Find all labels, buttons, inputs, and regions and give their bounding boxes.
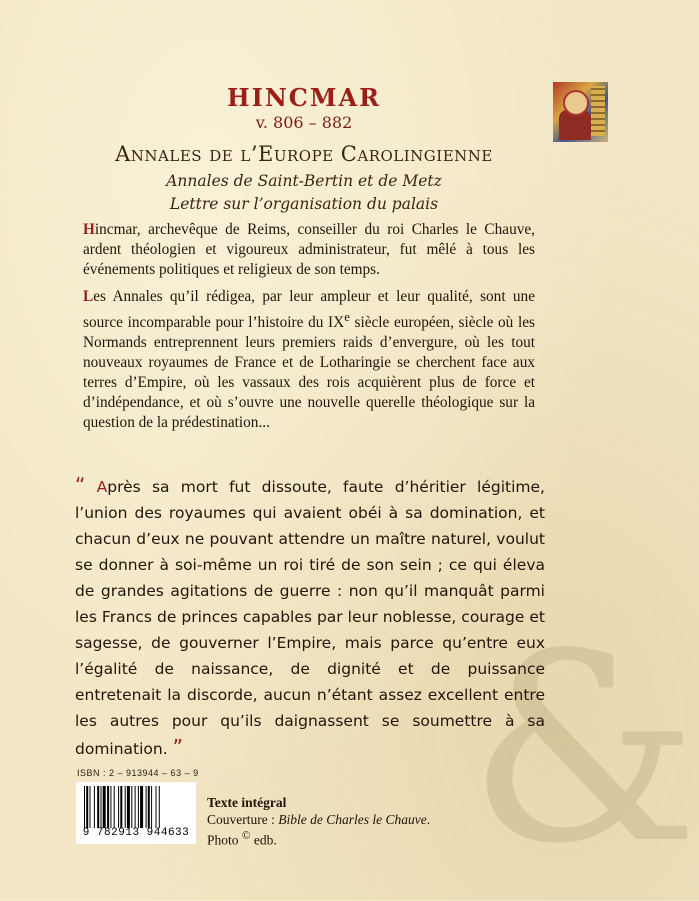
barcode-bar (118, 786, 119, 828)
photo-credit: Photo © edb. (207, 830, 277, 848)
paragraph-text: es Annales qu’il rédigea, par leur ampleur et leur qualité, sont une source incomparable pour l’histoire du IX (83, 288, 535, 332)
barcode-bar (84, 786, 85, 828)
barcode-bar (131, 786, 132, 828)
superscript: e (344, 310, 350, 324)
book-subtitle: Annales de l’Europe Carolingienne (115, 142, 493, 166)
quotation (75, 472, 545, 762)
barcode-bar (127, 786, 130, 828)
barcode-bar (86, 786, 88, 828)
barcode-bar (148, 786, 150, 828)
barcode-bar (159, 786, 160, 828)
barcode-bar (151, 786, 152, 828)
barcode-bars (84, 786, 188, 828)
barcode-bar (97, 786, 99, 828)
author-dates: v. 806 – 882 (255, 113, 353, 132)
barcode-bar (120, 786, 122, 828)
cover-credit-title: Bible de Charles le Chauve (278, 812, 427, 827)
paragraph-text: incmar, archevêque de Reims, conseiller du roi Charles le Chauve, ardent théologien et vigoureux administrateur, fut mêlé à tous les événements politiques et religieux de son temps. (83, 221, 535, 278)
cover-credit: Couverture : Bible de Charles le Chauve. (207, 812, 431, 827)
paragraph-initial: L (83, 288, 94, 305)
barcode-bar (125, 786, 126, 828)
open-quote-mark: “ (75, 473, 86, 497)
barcode-bar (101, 786, 102, 828)
contents-line-2: Lettre sur l’organisation du palais (169, 195, 439, 213)
barcode-bar (94, 786, 95, 828)
book-title: HINCMAR (226, 83, 382, 112)
barcode-bar (135, 786, 136, 828)
close-quote-mark: ” (172, 735, 183, 759)
contents-line-1: Annales de Saint-Bertin et de Metz (166, 172, 442, 190)
blurb-paragraph-1 (83, 220, 535, 280)
decorative-initial-icon: & (468, 599, 699, 901)
paragraph-text: siècle européen, siècle où les Normands entreprennent leurs premiers raids d’envergure, où les tout nouveaux royaumes de France et de Lotharingie se cherchent face aux terres d’Empire, où les vassaux des rois acquièrent plus de force et d’indépendance, et où s’ouvre une nouvelle querelle théologique sur la question de la prédestination... (83, 314, 535, 432)
barcode-bar (107, 786, 109, 828)
barcode-bar (103, 786, 106, 828)
quote-text: près sa mort fut dissoute, faute d’héritier légitime, l’union des royaumes qui avaient obéi à sa domination, et chacun d’eux ne pouvant attendre un maître naturel, voulut se donner à soi-même un roi tiré de son sein ; ce qui éleva de grandes agitations de guerre : non qu’il manquât parmi les Francs de princes capables par leur noblesse, courage et sagesse, de gouverner l’Empire, mais parce qu’entre eux l’égalité de naissance, de dignité et de puissance entretenait la discorde, aucun n’étant assez excellent entre les autres pour qu’ils daignassent se soumettre à sa domination. (75, 478, 545, 758)
edition-note: Texte intégral (207, 795, 287, 810)
barcode-bar (140, 786, 143, 828)
quote-initial: A (96, 478, 108, 496)
credits (207, 794, 430, 849)
blurb-paragraph-2 (83, 287, 535, 433)
barcode-bar (156, 786, 157, 828)
barcode-bar (114, 786, 115, 828)
paragraph-initial: H (83, 221, 95, 238)
barcode-bar (90, 786, 91, 828)
barcode-bar (146, 786, 147, 828)
barcode-number: 9 782913 944633 (82, 827, 190, 839)
barcode-icon (76, 782, 196, 844)
isbn: ISBN : 2 – 913944 – 63 – 9 (77, 768, 199, 778)
copyright-symbol: © (241, 830, 251, 842)
barcode-bar (138, 786, 139, 828)
barcode-bar (110, 786, 111, 828)
